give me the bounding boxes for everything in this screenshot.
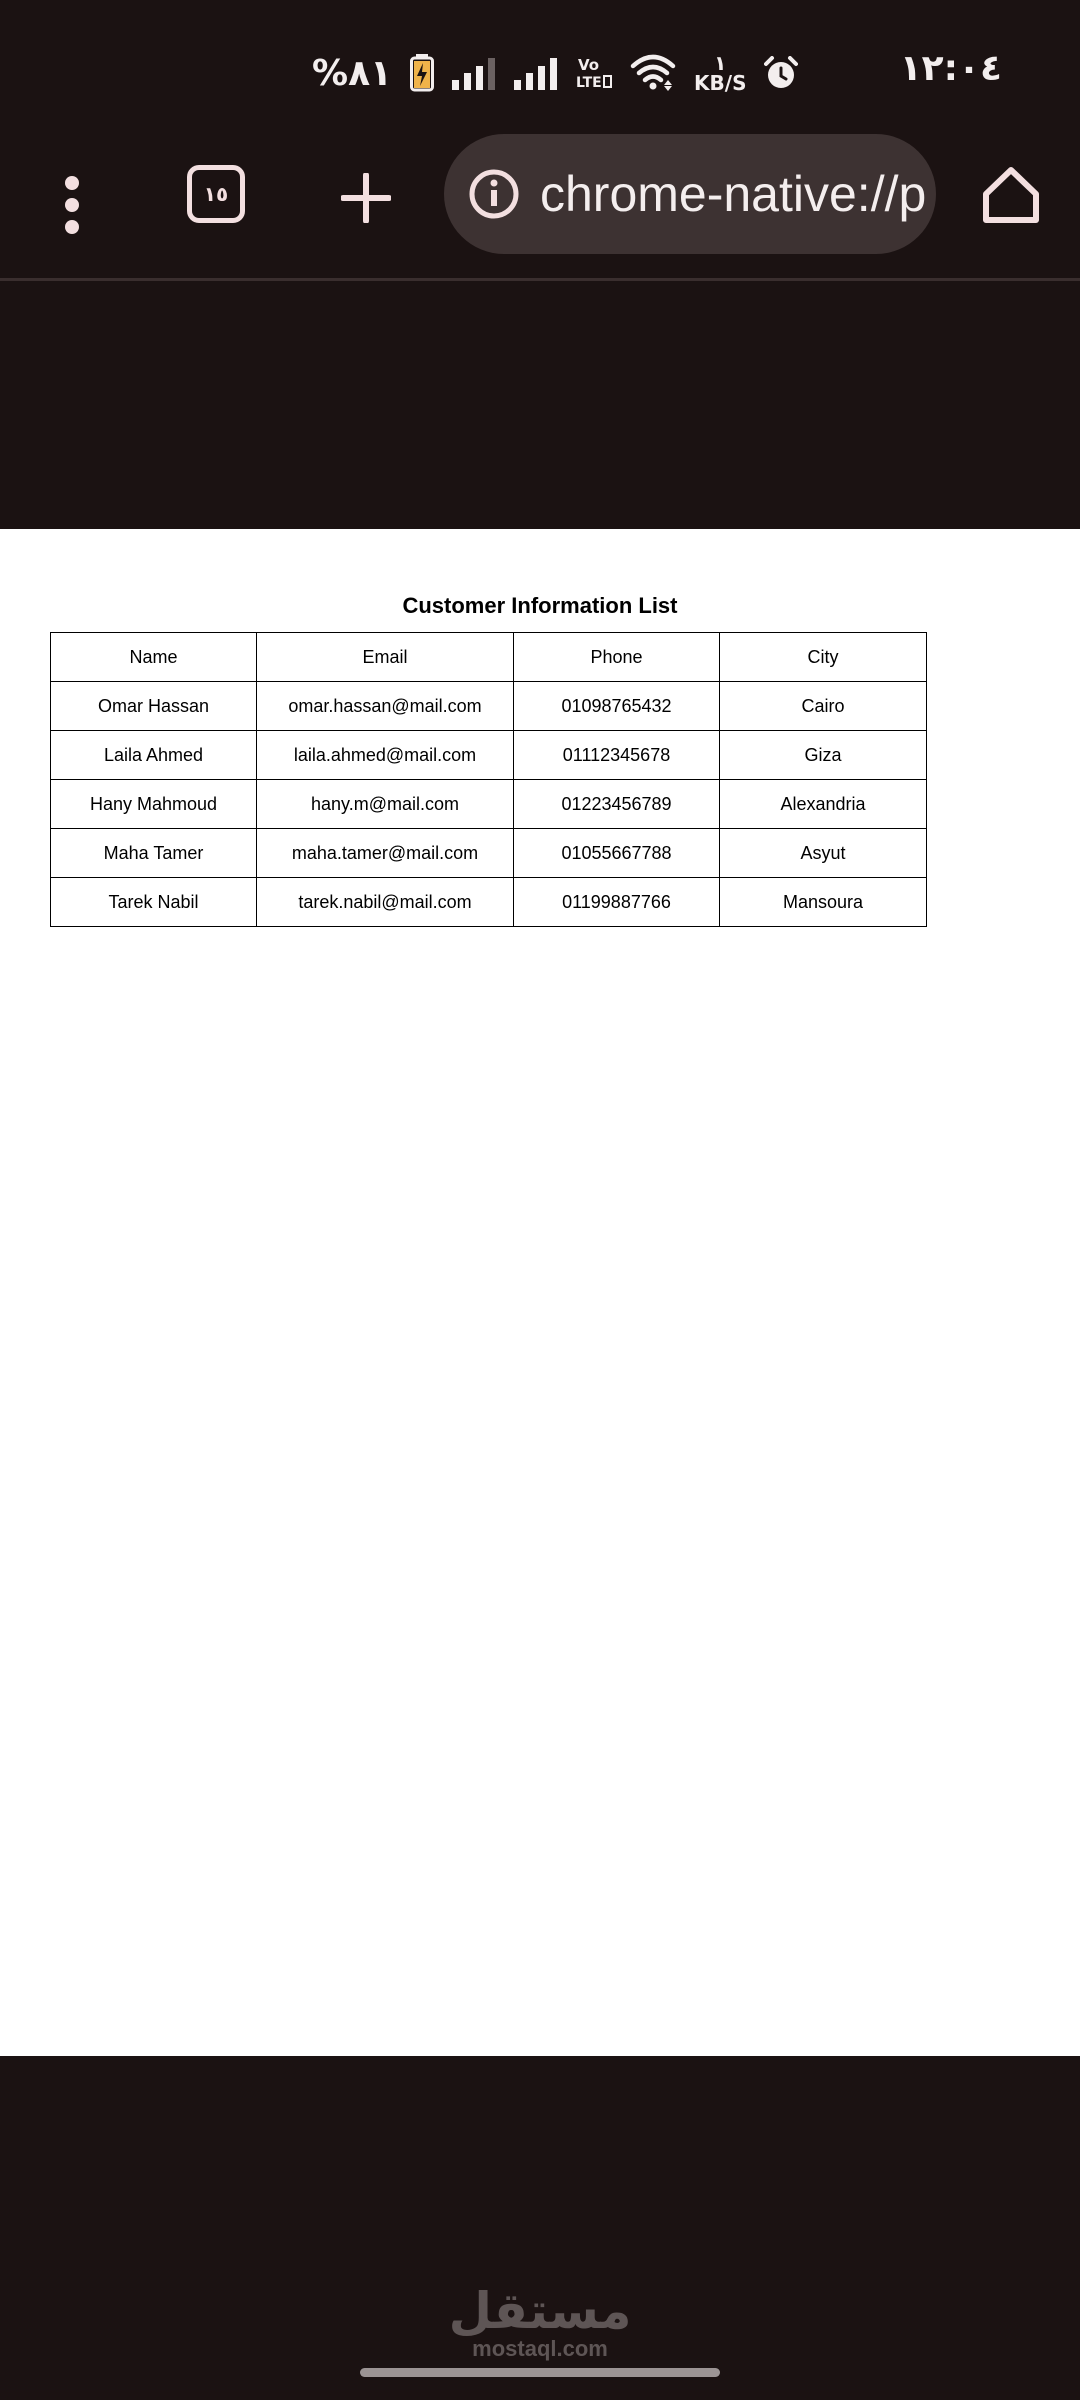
tab-switcher-button[interactable]: [186, 164, 246, 224]
column-header: Phone: [514, 633, 720, 682]
web-page-content: [0, 529, 1080, 2056]
table-row: [51, 682, 927, 731]
network-speed: [694, 53, 746, 93]
column-header: Name: [51, 633, 257, 682]
customer-table: [50, 632, 927, 927]
table-cell-email: hany.m@mail.com: [257, 780, 514, 829]
page-title: Customer Information List: [402, 593, 678, 618]
table-cell-city: Giza: [720, 731, 927, 780]
battery-charging-icon: [410, 54, 434, 92]
table-cell-phone: 01098765432: [514, 682, 720, 731]
home-button[interactable]: [976, 160, 1046, 230]
page-info-button[interactable]: [466, 166, 522, 222]
url-text[interactable]: chrome-native://p: [540, 166, 927, 222]
table-row: [51, 878, 927, 927]
browser-toolbar: [0, 130, 1080, 281]
svg-text:Vo: Vo: [578, 56, 600, 74]
status-clock: ١٢:٠٤: [899, 48, 1002, 89]
tab-count: ١٥: [187, 165, 245, 223]
plus-icon: [341, 173, 391, 223]
gesture-home-indicator[interactable]: [360, 2368, 720, 2377]
table-cell-email: tarek.nabil@mail.com: [257, 878, 514, 927]
alarm-icon: [764, 56, 798, 90]
overflow-menu-button[interactable]: [42, 170, 102, 240]
table-cell-city: Asyut: [720, 829, 927, 878]
svg-text:LTE: LTE: [576, 75, 602, 90]
network-speed-value: ١: [714, 51, 727, 75]
info-icon: [468, 168, 520, 220]
table-cell-city: Cairo: [720, 682, 927, 731]
signal-strength-icon-sim2: [514, 56, 558, 90]
network-speed-unit: KB/S: [694, 71, 747, 95]
wifi-icon: [630, 54, 676, 92]
more-vertical-icon: [62, 175, 82, 235]
table-cell-phone: 01223456789: [514, 780, 720, 829]
table-cell-phone: 01199887766: [514, 878, 720, 927]
status-icons: [312, 48, 798, 98]
watermark-latin: mostaql.com: [472, 2336, 608, 2361]
address-bar[interactable]: [444, 134, 936, 254]
table-cell-email: maha.tamer@mail.com: [257, 829, 514, 878]
table-cell-phone: 01055667788: [514, 829, 720, 878]
column-header: City: [720, 633, 927, 682]
table-cell-phone: 01112345678: [514, 731, 720, 780]
status-bar: [0, 0, 1080, 130]
table-cell-email: laila.ahmed@mail.com: [257, 731, 514, 780]
mostaql-watermark: [0, 2282, 1080, 2361]
table-cell-email: omar.hassan@mail.com: [257, 682, 514, 731]
signal-strength-icon-sim1: [452, 56, 496, 90]
table-cell-name: Laila Ahmed: [51, 731, 257, 780]
table-cell-name: Hany Mahmoud: [51, 780, 257, 829]
table-row: [51, 780, 927, 829]
table-cell-name: Maha Tamer: [51, 829, 257, 878]
volte-icon: [576, 56, 612, 90]
table-header-row: [51, 633, 927, 682]
table-cell-city: Alexandria: [720, 780, 927, 829]
battery-percentage: %٨١: [312, 52, 393, 94]
table-cell-name: Omar Hassan: [51, 682, 257, 731]
table-cell-name: Tarek Nabil: [51, 878, 257, 927]
home-icon: [981, 166, 1041, 224]
watermark-arabic: مستقل: [448, 2282, 632, 2340]
column-header: Email: [257, 633, 514, 682]
new-tab-button[interactable]: [336, 168, 396, 228]
table-row: [51, 829, 927, 878]
table-row: [51, 731, 927, 780]
table-cell-city: Mansoura: [720, 878, 927, 927]
